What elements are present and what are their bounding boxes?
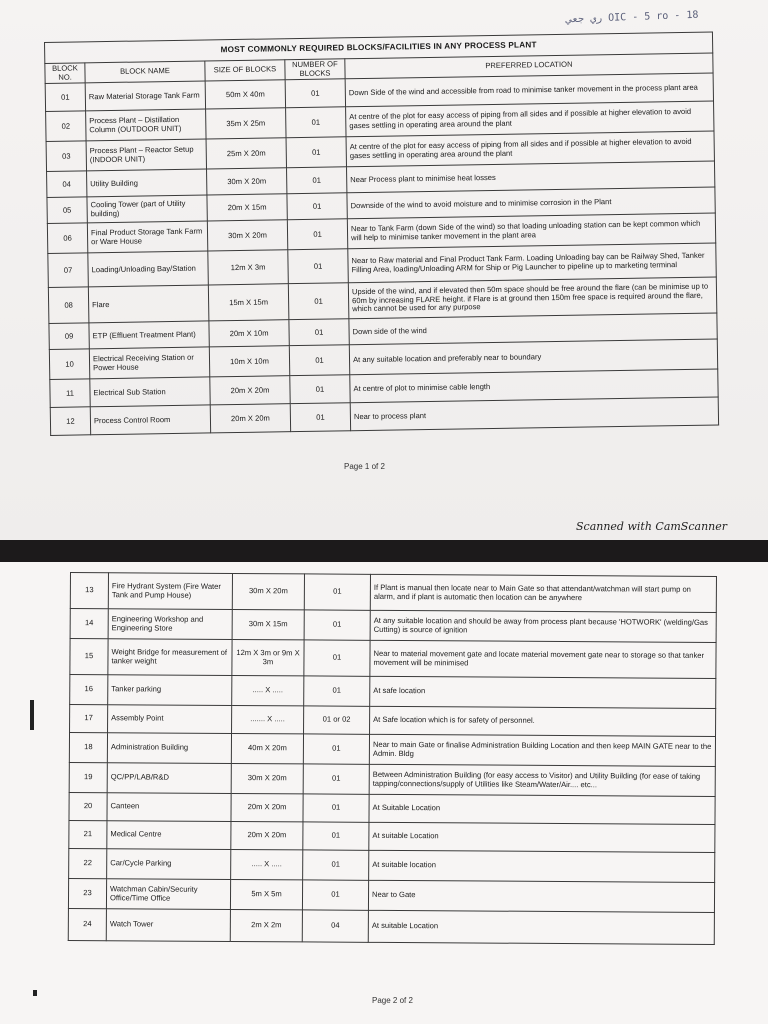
table-title: MOST COMMONLY REQUIRED BLOCKS/FACILITIES IN ANY PROCESS PLANT xyxy=(45,32,713,63)
block-name-cell: Canteen xyxy=(107,793,231,822)
block-no-cell: 02 xyxy=(46,111,86,142)
block-size-cell: ..... X ..... xyxy=(232,675,304,705)
block-size-cell: 30m X 15m xyxy=(232,609,304,639)
block-size-cell: 35m X 25m xyxy=(206,108,286,139)
col-header-location: PREFERRED LOCATION xyxy=(345,53,713,79)
table-row xyxy=(70,639,716,679)
block-count-cell: 01 xyxy=(287,219,347,250)
table-body-page-1 xyxy=(45,73,718,435)
camscanner-watermark: Scanned with CamScanner xyxy=(576,520,728,533)
table-row xyxy=(69,733,715,767)
block-name-cell: Final Product Storage Tank Farm or Ware House xyxy=(87,221,207,253)
scan-edge-mark xyxy=(30,700,34,730)
table-row xyxy=(70,675,716,709)
block-no-cell: 20 xyxy=(69,792,107,820)
block-count-cell: 01 xyxy=(303,794,369,822)
block-name-cell: Process Plant – Distillation Column (OUTDOOR UNIT) xyxy=(86,109,206,141)
scan-dot-mark xyxy=(33,990,37,996)
preferred-location-cell: Down Side of the wind and accessible from road to minimise tanker movement in the process plant area xyxy=(345,73,713,107)
col-header-size: SIZE OF BLOCKS xyxy=(205,60,285,82)
block-name-cell: ETP (Effluent Treatment Plant) xyxy=(89,321,209,349)
block-size-cell: 15m X 15m xyxy=(208,284,289,321)
block-no-cell: 11 xyxy=(50,379,90,408)
preferred-location-cell: Down side of the wind xyxy=(349,313,717,345)
block-size-cell: 5m X 5m xyxy=(230,879,302,909)
block-count-cell: 01 xyxy=(302,880,368,910)
facilities-table-page-2 xyxy=(68,572,717,945)
table-row xyxy=(70,609,716,643)
block-no-cell: 04 xyxy=(47,171,87,198)
block-size-cell: 2m X 2m xyxy=(230,909,302,941)
preferred-location-cell: If Plant is manual then locate near to Main Gate so that attendant/watchman will start pump on alarm, and if plant is automatic then location can be anywhere xyxy=(370,574,716,612)
block-count-cell: 01 xyxy=(285,79,345,108)
block-count-cell: 01 xyxy=(286,137,346,168)
block-count-cell: 01 xyxy=(304,574,370,610)
block-no-cell: 17 xyxy=(70,705,108,733)
block-size-cell: 30m X 20m xyxy=(232,573,304,609)
block-name-cell: Car/Cycle Parking xyxy=(107,849,231,880)
block-count-cell: 01 xyxy=(304,676,370,706)
col-header-block-no: BLOCK NO. xyxy=(45,63,85,84)
scan-gap-band xyxy=(0,540,768,562)
table-row xyxy=(70,705,716,737)
block-count-cell: 01 xyxy=(288,283,349,320)
preferred-location-cell: Near to main Gate or finalise Administration Building Location and then keep MAIN GATE near to the Admin. Bldg xyxy=(369,734,715,766)
block-count-cell: 01 xyxy=(289,319,349,346)
block-count-cell: 01 xyxy=(304,610,370,640)
block-size-cell: 20m X 20m xyxy=(231,821,303,849)
table-body-page-2 xyxy=(68,573,716,945)
table-row xyxy=(68,908,714,944)
block-count-cell: 01 xyxy=(287,193,347,220)
block-size-cell: ..... X ..... xyxy=(231,849,303,879)
block-size-cell: 20m X 20m xyxy=(210,376,290,405)
preferred-location-cell: At Safe location which is for safety of personnel. xyxy=(370,706,716,736)
preferred-location-cell: Near Process plant to minimise heat losses xyxy=(347,161,715,193)
preferred-location-cell: At suitable Location xyxy=(369,822,715,852)
table-row xyxy=(69,792,715,824)
block-name-cell: Process Control Room xyxy=(90,405,210,435)
block-no-cell: 13 xyxy=(70,573,108,609)
block-name-cell: Engineering Workshop and Engineering Store xyxy=(108,609,232,640)
block-count-cell: 01 xyxy=(286,107,346,138)
preferred-location-cell: At any suitable location and should be away from process plant because 'HOTWORK' (welding/Gas Cutting) is source of ignition xyxy=(370,610,716,642)
block-name-cell: QC/PP/LAB/R&D xyxy=(107,763,231,794)
block-name-cell: Fire Hydrant System (Fire Water Tank and Pump House) xyxy=(108,573,232,610)
preferred-location-cell: At suitable Location xyxy=(368,910,714,944)
block-size-cell: 20m X 15m xyxy=(207,194,287,221)
preferred-location-cell: Near to material movement gate and locate material movement gate near to storage so that tanker movement will be minimised xyxy=(370,640,716,678)
block-name-cell: Watch Tower xyxy=(106,909,230,942)
block-no-cell: 06 xyxy=(47,223,87,254)
preferred-location-cell: Near to Gate xyxy=(368,880,714,912)
block-count-cell: 01 xyxy=(290,403,350,432)
block-size-cell: 40m X 20m xyxy=(231,733,303,763)
preferred-location-cell: At Suitable Location xyxy=(369,794,715,824)
preferred-location-cell: Between Administration Building (for easy access to Visitor) and Utility Building (for ease of taking tapping/connections/supply of Utilities like Steam/Water/Air.... etc... xyxy=(369,764,715,796)
block-no-cell: 14 xyxy=(70,609,108,639)
block-no-cell: 21 xyxy=(69,820,107,848)
table-row xyxy=(68,878,714,912)
block-size-cell: 20m X 10m xyxy=(209,320,289,347)
block-size-cell: 25m X 20m xyxy=(206,138,286,169)
page-number-2: Page 2 of 2 xyxy=(372,996,413,1005)
facilities-table-page-1 xyxy=(44,31,719,436)
block-no-cell: 18 xyxy=(69,733,107,763)
block-no-cell: 03 xyxy=(46,141,86,172)
preferred-location-cell: At any suitable location and preferably near to boundary xyxy=(349,339,717,375)
block-name-cell: Administration Building xyxy=(107,733,231,764)
block-no-cell: 16 xyxy=(70,675,108,705)
block-no-cell: 07 xyxy=(48,253,89,288)
block-count-cell: 01 xyxy=(303,822,369,850)
preferred-location-cell: Near to process plant xyxy=(350,397,718,431)
block-size-cell: 20m X 20m xyxy=(231,793,303,821)
block-size-cell: 10m X 10m xyxy=(209,346,289,377)
handwritten-note: ري جعي OIC - 5 ro - 18 xyxy=(565,9,699,26)
preferred-location-cell: At safe location xyxy=(370,676,716,708)
table-row xyxy=(69,848,715,882)
preferred-location-cell: Near to Tank Farm (down Side of the wind) so that loading unloading station can be kept common which will help to minimise tanker movement in the plant area xyxy=(347,213,715,249)
block-size-cell: 12m X 3m xyxy=(208,250,289,285)
block-count-cell: 01 or 02 xyxy=(304,706,370,734)
block-count-cell: 01 xyxy=(288,249,349,284)
col-header-block-name: BLOCK NAME xyxy=(85,61,205,83)
block-count-cell: 01 xyxy=(287,167,347,194)
block-count-cell: 01 xyxy=(304,640,370,676)
block-count-cell: 01 xyxy=(303,764,369,794)
block-size-cell: 30m X 20m xyxy=(207,168,287,195)
col-header-number: NUMBER OF BLOCKS xyxy=(285,59,345,80)
block-name-cell: Flare xyxy=(88,285,209,323)
block-count-cell: 01 xyxy=(303,850,369,880)
block-size-cell: 30m X 20m xyxy=(207,220,287,251)
block-no-cell: 22 xyxy=(69,848,107,878)
block-name-cell: Loading/Unloading Bay/Station xyxy=(88,251,209,287)
preferred-location-cell: At centre of plot to minimise cable length xyxy=(350,369,718,403)
block-size-cell: 50m X 40m xyxy=(205,80,285,109)
block-name-cell: Electrical Sub Station xyxy=(90,377,210,407)
preferred-location-cell: At suitable location xyxy=(369,850,715,882)
block-name-cell: Utility Building xyxy=(87,169,207,197)
preferred-location-cell: At centre of the plot for easy access of piping from all sides and if possible at higher elevation to avoid gases settling in operating area around the plant xyxy=(346,131,714,167)
block-no-cell: 19 xyxy=(69,762,107,792)
block-name-cell: Process Plant – Reactor Setup (INDOOR UNIT) xyxy=(86,139,206,171)
block-no-cell: 01 xyxy=(45,83,85,112)
block-name-cell: Medical Centre xyxy=(107,821,231,850)
block-no-cell: 08 xyxy=(48,287,89,324)
table-row xyxy=(69,820,715,852)
table-row xyxy=(69,762,715,796)
block-name-cell: Cooling Tower (part of Utility building) xyxy=(87,195,207,223)
block-no-cell: 09 xyxy=(49,323,89,350)
block-no-cell: 05 xyxy=(47,197,87,224)
block-size-cell: 30m X 20m xyxy=(231,763,303,793)
preferred-location-cell: At centre of the plot for easy access of piping from all sides and if possible at higher elevation to avoid gases settling in operating area around the plant xyxy=(346,101,714,137)
block-name-cell: Weight Bridge for measurement of tanker weight xyxy=(108,639,232,676)
block-count-cell: 01 xyxy=(290,375,350,404)
block-no-cell: 15 xyxy=(70,639,108,675)
block-no-cell: 12 xyxy=(50,407,90,436)
block-no-cell: 10 xyxy=(49,349,89,380)
block-size-cell: ....... X ..... xyxy=(232,705,304,733)
block-name-cell: Raw Material Storage Tank Farm xyxy=(85,81,205,111)
block-no-cell: 23 xyxy=(68,878,106,908)
block-name-cell: Tanker parking xyxy=(108,675,232,706)
preferred-location-cell: Upside of the wind, and if elevated then 50m space should be free around the flare (can be minimise up to 60m by increasing FLARE height. if Flare is at ground then 150m free space is required around the flare, which cannot be used for any purpose xyxy=(348,277,717,319)
table-row xyxy=(70,573,716,613)
block-size-cell: 12m X 3m or 9m X 3m xyxy=(232,639,304,675)
block-size-cell: 20m X 20m xyxy=(210,404,290,433)
block-no-cell: 24 xyxy=(68,908,106,940)
block-name-cell: Watchman Cabin/Security Office/Time Office xyxy=(106,879,230,910)
preferred-location-cell: Downside of the wind to avoid moisture and to minimise corrosion in the Plant xyxy=(347,187,715,219)
block-count-cell: 04 xyxy=(302,910,368,942)
preferred-location-cell: Near to Raw material and Final Product Tank Farm. Loading Unloading bay can be Railway Shed, Tanker Filling Area, loading/Unloading ARM for Ship or Pig Launcher to pipeline up to marketing terminal xyxy=(348,243,717,283)
block-name-cell: Assembly Point xyxy=(108,705,232,734)
block-count-cell: 01 xyxy=(303,734,369,764)
block-name-cell: Electrical Receiving Station or Power House xyxy=(89,347,209,379)
page-number-1: Page 1 of 2 xyxy=(344,462,385,471)
block-count-cell: 01 xyxy=(289,345,349,376)
